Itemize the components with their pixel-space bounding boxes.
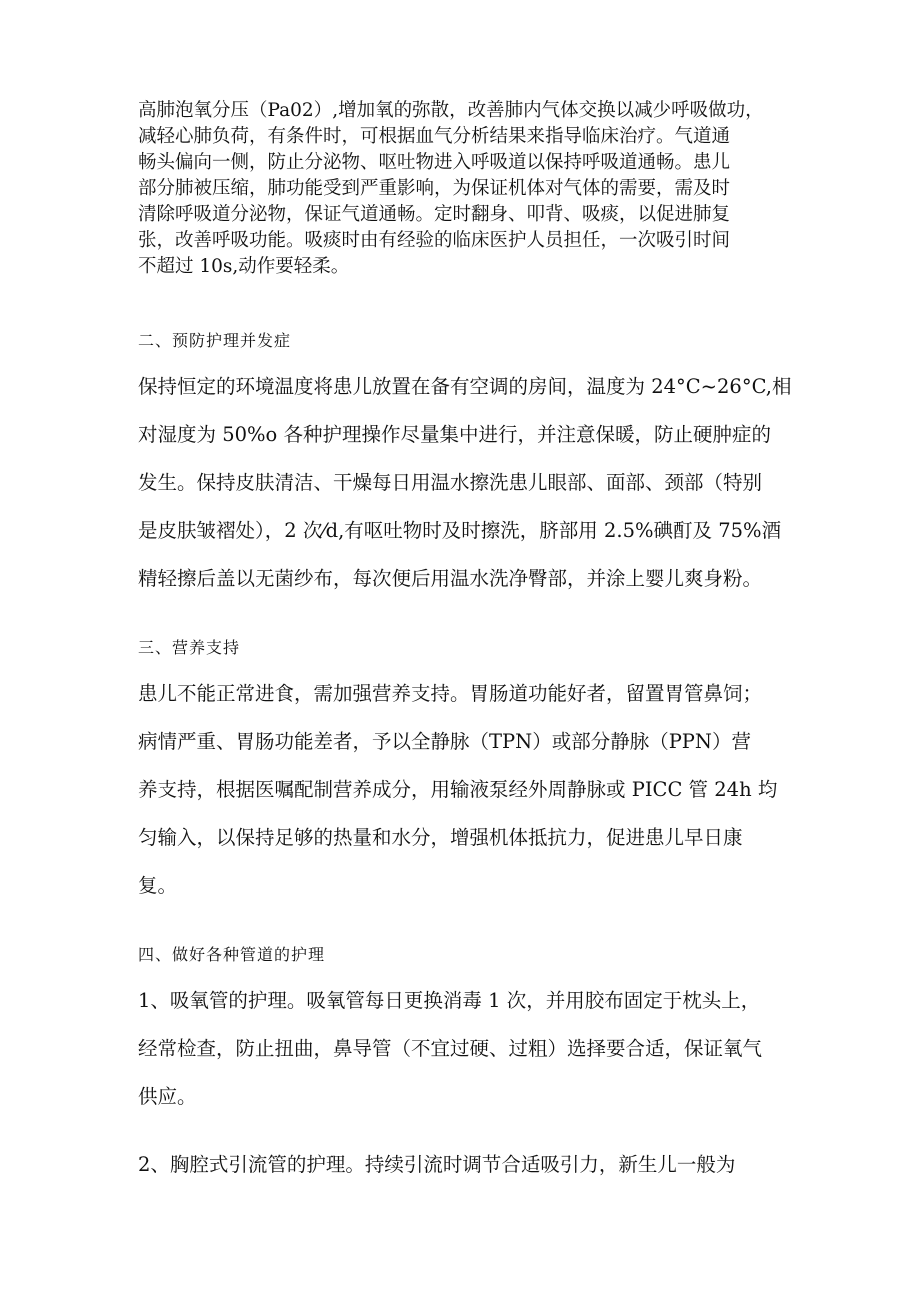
text-line: 1、吸氧管的护理。吸氧管每日更换消毒 1 次，并用胶布固定于枕头上， <box>138 989 761 1012</box>
text-line: 张，改善呼吸功能。吸痰时由有经验的临床医护人员担任，一次吸引时间 <box>138 230 731 251</box>
text-line: 供应。 <box>138 1085 197 1108</box>
text-line: 高肺泡氧分压（Pa02）,增加氧的弥散，改善肺内气体交换以减少呼吸做功， <box>138 100 764 121</box>
text-line: 发生。保持皮肤清洁、干燥每日用温水擦洗患儿眼部、面部、颈部（特别 <box>138 471 763 494</box>
text-line: 病情严重、胃肠功能差者，予以全静脉（TPN）或部分静脉（PPN）营 <box>138 730 751 753</box>
text-line: 是皮肤皱褶处），2 次⁄d,有呕吐物时及时擦洗，脐部用 2.5%碘酊及 75%酒 <box>138 519 782 542</box>
text-line: 保持恒定的环境温度将患儿放置在备有空调的房间，温度为 24°C~26°C,相 <box>138 375 792 398</box>
text-line: 清除呼吸道分泌物，保证气道通畅。定时翻身、叩背、吸痰，以促进肺复 <box>138 204 731 225</box>
text-line: 部分肺被压缩，肺功能受到严重影响，为保证机体对气体的需要，需及时 <box>138 178 731 199</box>
text-line: 患儿不能正常进食，需加强营养支持。胃肠道功能好者，留置胃管鼻饲； <box>138 682 763 705</box>
text-line: 减轻心肺负荷，有条件时，可根据血气分析结果来指导临床治疗。气道通 <box>138 126 731 147</box>
nutrition-paragraph <box>138 670 788 910</box>
text-line: 精轻擦后盖以无菌纱布，每次便后用温水洗净臀部，并涂上婴儿爽身粉。 <box>138 567 763 590</box>
text-line: 对湿度为 50%o 各种护理操作尽量集中进行，并注意保暖，防止硬肿症的 <box>138 423 771 446</box>
section-heading-complications: 二、预防护理并发症 <box>138 331 292 350</box>
text-line: 不超过 10s,动作要轻柔。 <box>138 256 350 277</box>
text-line: 2、胸腔式引流管的护理。持续引流时调节合适吸引力，新生儿一般为 <box>138 1153 736 1176</box>
complications-paragraph <box>138 363 792 603</box>
text-line: 匀输入，以保持足够的热量和水分，增强机体抵抗力，促进患儿早日康 <box>138 826 743 849</box>
chest-drain-paragraph <box>138 1141 788 1189</box>
text-line: 畅头偏向一侧，防止分泌物、呕吐物进入呼吸道以保持呼吸道通畅。患儿 <box>138 152 731 173</box>
oxygen-tube-paragraph <box>138 977 788 1121</box>
text-line: 经常检查，防止扭曲，鼻导管（不宜过硬、过粗）选择要合适，保证氧气 <box>138 1037 763 1060</box>
section-heading-tubes: 四、做好各种管道的护理 <box>138 945 326 964</box>
text-line: 复。 <box>138 874 178 897</box>
text-line: 养支持，根据医嘱配制营养成分，用输液泵经外周静脉或 PICC 管 24h 均 <box>138 778 778 801</box>
section-heading-nutrition: 三、营养支持 <box>138 638 241 657</box>
intro-paragraph <box>138 98 788 280</box>
